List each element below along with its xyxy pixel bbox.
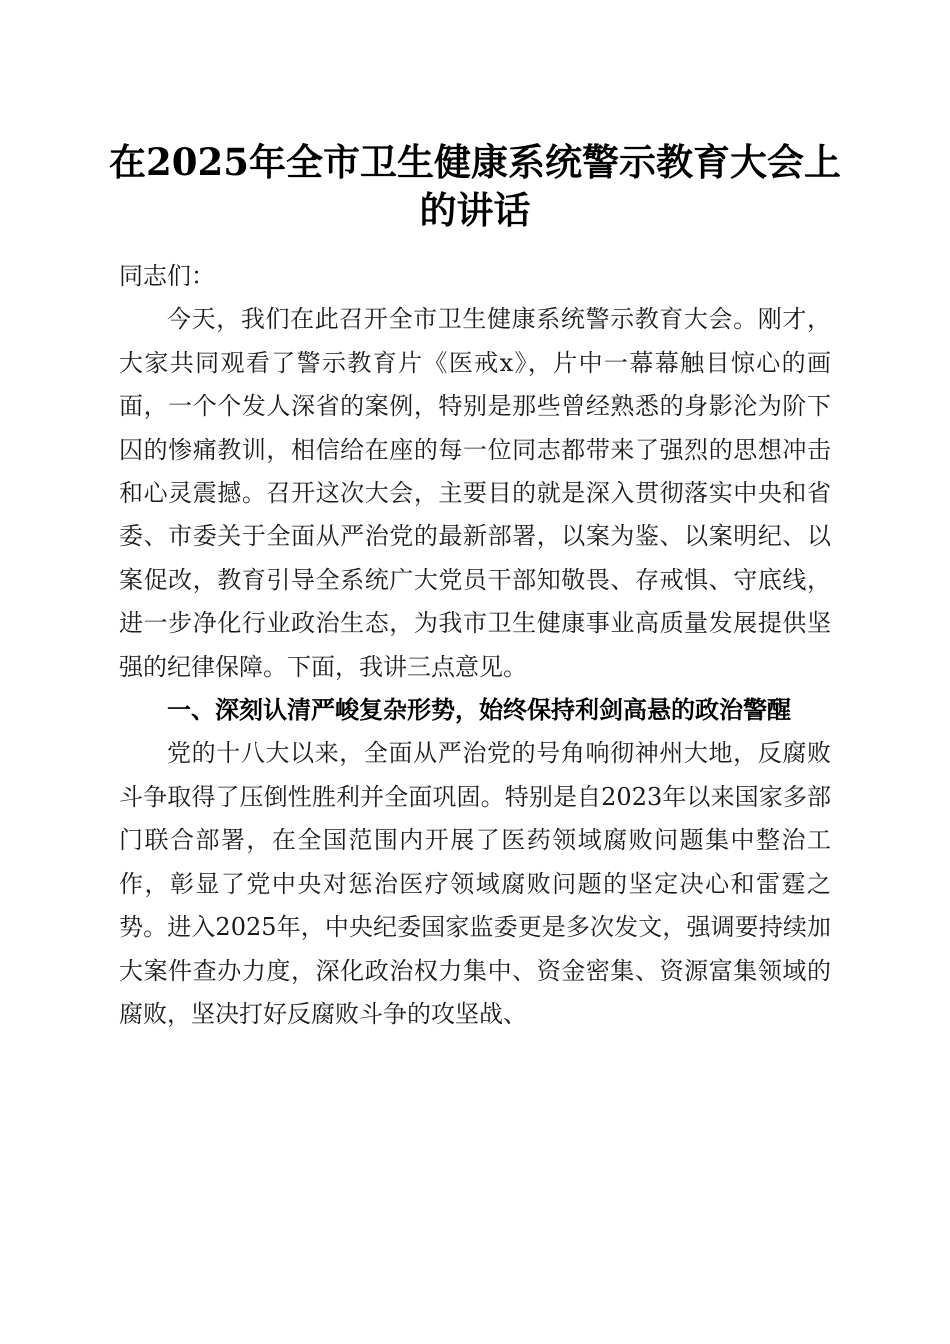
paragraph-opening: 今天，我们在此召开全市卫生健康系统警示教育大会。刚才，大家共同观看了警示教育片《医戒x》，片中一幕幕触目惊心的画面，一个个发人深省的案例，特别是那些曾经熟悉的身影沦为阶下囚的惨痛教训，相信给在座的每一位同志都带来了强烈的思想冲击和心灵震撼。召开这次大会，主要目的就是深入贯彻落实中央和省委、市委关于全面从严治党的最新部署，以案为鉴、以案明纪、以案促改，教育引导全系统广大党员干部知敬畏、存戒惧、守底线，进一步净化行业政治生态，为我市卫生健康事业高质量发展提供坚强的纪律保障。下面，我讲三点意见。	[119, 305, 831, 681]
paragraph-section-1: 党的十八大以来，全面从严治党的号角响彻神州大地，反腐败斗争取得了压倒性胜利并全面巩固。特别是自2023年以来国家多部门联合部署，在全国范围内开展了医药领域腐败问题集中整治工作，彰显了党中央对惩治医疗领域腐败问题的坚定决心和雷霆之势。进入2025年，中央纪委国家监委更是多次发文，强调要持续加大案件查办力度，深化政治权力集中、资金密集、资源富集领域的腐败，坚决打好反腐败斗争的攻坚战、	[119, 739, 831, 1028]
document-body	[119, 255, 831, 1036]
section-heading: 一、深刻认清严峻复杂形势，始终保持利剑高悬的政治警醒	[167, 696, 791, 725]
salutation: 同志们：	[119, 262, 215, 290]
title-line-2: 的讲话	[419, 188, 531, 232]
title-line-1: 在2025年全市卫生健康系统警示教育大会上	[109, 140, 841, 184]
document-title	[100, 138, 850, 234]
